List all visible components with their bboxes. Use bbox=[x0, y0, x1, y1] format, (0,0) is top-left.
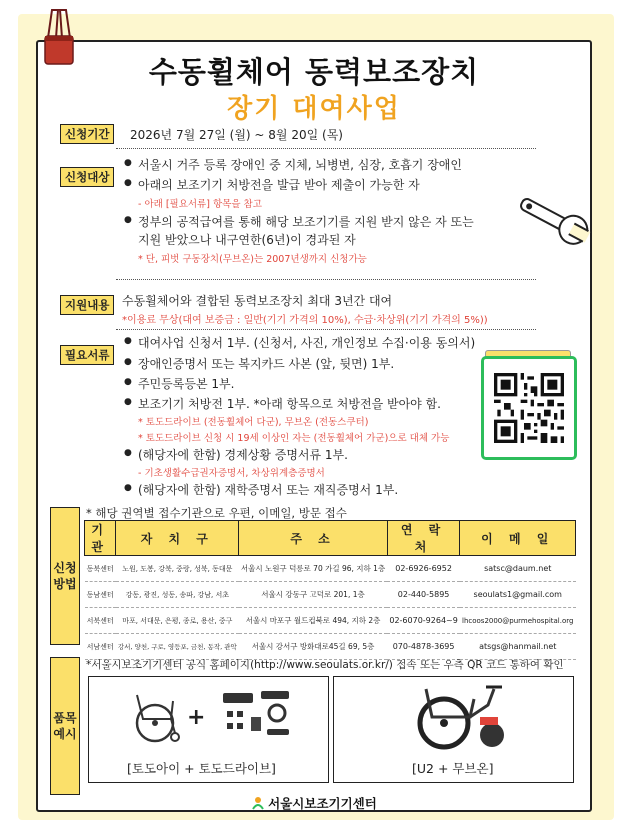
districts: 강서, 양천, 구로, 영등포, 금천, 동작, 관악 bbox=[116, 634, 239, 660]
center-name: 동남센터 bbox=[85, 582, 116, 608]
column-header: 연 락 처 bbox=[387, 521, 460, 556]
table-row bbox=[85, 634, 576, 660]
divider bbox=[116, 279, 536, 280]
document-item: ● 장애인증명서 또는 복지카드 사본 (앞, 뒷면) 1부. bbox=[138, 355, 394, 372]
footer-org bbox=[0, 794, 628, 812]
column-header: 기 관 bbox=[85, 521, 116, 556]
address: 서울시 노원구 덕릉로 70 가길 96, 지하 1층 bbox=[239, 556, 387, 582]
examples-note: *서울시보조기기센터 공식 홈페이지(http://www.seoulats.or.kr/) 접속 또는 우측 QR 코드 통하여 확인 bbox=[86, 659, 564, 671]
document-note: - 기초생활수급권자증명서, 차상위계층증명서 bbox=[138, 468, 325, 479]
table-header-row bbox=[85, 521, 576, 556]
support-tag: 지원내용 bbox=[60, 295, 114, 315]
examples-side-tag: 품목 예시 bbox=[50, 657, 80, 795]
phone: 02-440-5895 bbox=[387, 582, 460, 608]
apply-note: * 해당 권역별 접수기관으로 우편, 이메일, 방문 접수 bbox=[86, 506, 347, 520]
eligibility-item: ● 정부의 공적급여를 통해 해당 보조기기를 지원 받지 않은 자 또는 bbox=[138, 213, 474, 230]
document-item: ● 주민등록등본 1부. bbox=[138, 375, 234, 392]
manual-wheelchair-icon bbox=[127, 689, 187, 744]
column-header: 이 메 일 bbox=[460, 521, 576, 556]
table-row bbox=[85, 556, 576, 582]
column-header: 자 치 구 bbox=[116, 521, 239, 556]
document-note: * 토도드라이브 신청 시 19세 이상인 자는 (전동휠체어 가군)으로 대체 가능 bbox=[138, 433, 450, 444]
phone: 02-6926-6952 bbox=[387, 556, 460, 582]
example-caption: [토도아이 + 토도드라이브] bbox=[127, 761, 276, 776]
districts: 노원, 도봉, 강북, 중랑, 성북, 동대문 bbox=[116, 556, 239, 582]
example-card-todo bbox=[88, 676, 329, 783]
wrench-icon bbox=[514, 188, 592, 250]
center-name: 동북센터 bbox=[85, 556, 116, 582]
example-caption: [U2 + 무브온] bbox=[412, 761, 494, 776]
divider bbox=[116, 329, 536, 330]
page-title: 수동휠체어 동력보조장치 bbox=[148, 55, 480, 89]
districts: 마포, 서대문, 은평, 종로, 용산, 중구 bbox=[116, 608, 239, 634]
qr-code-icon bbox=[494, 373, 564, 443]
document-item: ● (해당자에 한함) 재학증명서 또는 재직증명서 1부. bbox=[138, 481, 398, 498]
document-note: * 토도드라이브 (전동휠체어 다군), 무브온 (전동스쿠터) bbox=[138, 417, 369, 428]
address: 서울시 마포구 월드컵북로 494, 지하 2층 bbox=[239, 608, 387, 634]
eligibility-item: ● 서울시 거주 등록 장애인 중 지체, 뇌병변, 심장, 호흡기 장애인 bbox=[138, 156, 462, 173]
support-note: *이용료 무상(대여 보증금 : 일반(기기 가격의 10%), 수급·차상위(기기 가격의 5%)) bbox=[122, 315, 488, 326]
phone: 070-4878-3695 bbox=[387, 634, 460, 660]
column-header: 주 소 bbox=[239, 521, 387, 556]
qr-code-frame[interactable] bbox=[481, 356, 577, 460]
center-name: 서남센터 bbox=[85, 634, 116, 660]
power-drive-kit-icon bbox=[217, 687, 297, 747]
phone: 02-6070-9264~9 bbox=[387, 608, 460, 634]
period-text: 2026년 7월 27일 (월) ~ 8월 20일 (목) bbox=[130, 128, 343, 142]
center-name: 서북센터 bbox=[85, 608, 116, 634]
eligibility-tag: 신청대상 bbox=[60, 167, 114, 187]
example-card-moveon bbox=[333, 676, 574, 783]
email[interactable]: lhcoos2000@purmehospital.org bbox=[460, 608, 576, 634]
document-item: ● 대여사업 신청서 1부. (신청서, 사진, 개인정보 수집·이용 동의서) bbox=[138, 334, 475, 351]
period-tag: 신청기간 bbox=[60, 124, 114, 144]
email[interactable]: satsc@daum.net bbox=[460, 556, 576, 582]
document-item: ● (해당자에 한함) 경제상황 증명서류 1부. bbox=[138, 446, 348, 463]
table-row bbox=[85, 608, 576, 634]
support-text: 수동휠체어와 결합된 동력보조장치 최대 3년간 대여 bbox=[122, 294, 393, 308]
documents-tag: 필요서류 bbox=[60, 345, 114, 365]
center-table bbox=[84, 520, 576, 660]
email[interactable]: seoulats1@gmail.com bbox=[460, 582, 576, 608]
address: 서울시 강동구 고덕로 201, 1층 bbox=[239, 582, 387, 608]
power-scooter-wheelchair-icon bbox=[404, 683, 514, 753]
email[interactable]: atsgs@hanmail.net bbox=[460, 634, 576, 660]
eligibility-item: ● 아래의 보조기기 처방전을 발급 받아 제출이 가능한 자 bbox=[138, 176, 420, 193]
eligibility-item-cont: 지원 받았으나 내구연한(6년)이 경과된 자 bbox=[138, 233, 356, 247]
eligibility-note: - 아래 [필요서류] 항목을 참고 bbox=[138, 199, 262, 210]
divider bbox=[116, 148, 536, 149]
apply-side-tag: 신청 방법 bbox=[50, 507, 80, 645]
footer-org-name: 서울시보조기기센터 bbox=[268, 796, 377, 811]
page-subtitle: 장기 대여사업 bbox=[227, 94, 401, 124]
districts: 강동, 광진, 성동, 송파, 강남, 서초 bbox=[116, 582, 239, 608]
plus-sign: + bbox=[187, 705, 206, 730]
eligibility-note: * 단, 피벗 구동장치(무브온)는 2007년생까지 신청가능 bbox=[138, 254, 367, 265]
org-logo-icon bbox=[251, 796, 265, 810]
table-row bbox=[85, 582, 576, 608]
address: 서울시 강서구 방화대로45길 69, 5층 bbox=[239, 634, 387, 660]
document-item: ● 보조기기 처방전 1부. *아래 항목으로 처방전을 받아야 함. bbox=[138, 395, 441, 412]
